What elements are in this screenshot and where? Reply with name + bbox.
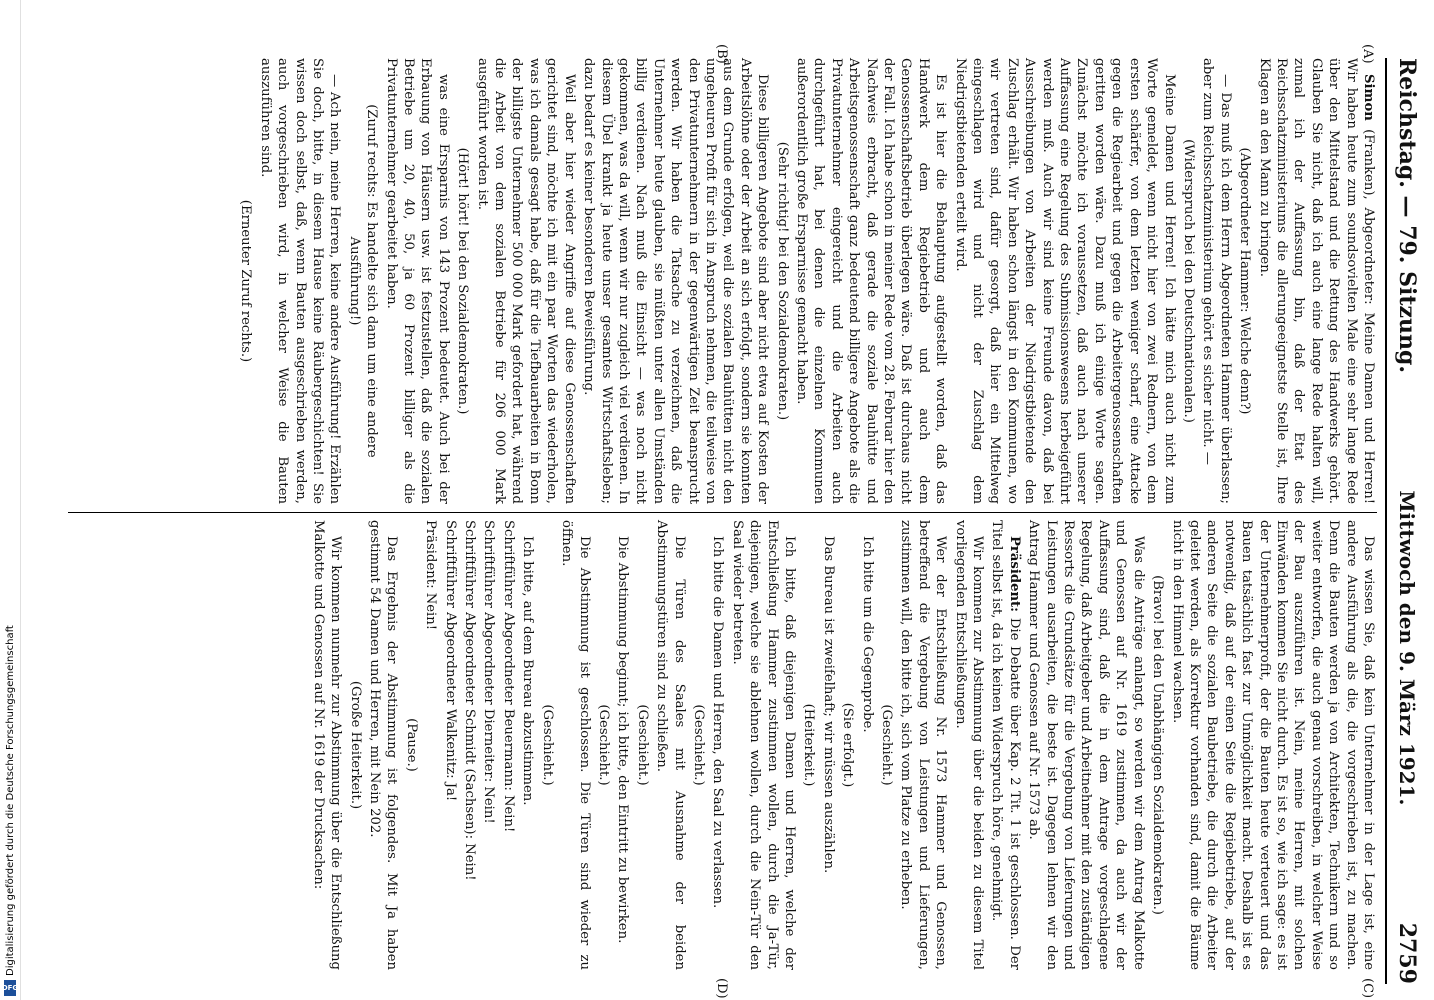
paragraph: (Hört! hört! bei den Sozialdemokraten.) [455,147,471,415]
page-number: 2759 [1394,922,1420,984]
paragraph: (Geschieht.) [539,704,555,786]
margin-letter-a: (A) [1360,44,1375,64]
paragraph: Schriftführer Abgeordneter Schmidt (Sachsen): Nein! [462,520,478,881]
paragraph [580,58,771,504]
header-left: Reichstag. — 79. Sitzung. [1394,58,1420,374]
paragraph-text: Das Ergebnis der Abstimmung ist folgendes. Mit Ja haben gestimmt 54 Damen und Herren, mit Nein 202. [367,520,400,970]
paragraph-text: Das Bureau ist zweifelhaft; wir müssen auszählen. [820,536,836,874]
paragraph-text: Wir kommen zur Abstimmung über die beiden zu diesem Titel vorliegenden Entschließungen. [952,520,986,970]
paragraph-text: Meine Damen und Herren! Ich hätte mich auch nicht zum Worte gemeldet, wenn nicht hier von zwei Rednern, von dem ersten schärfer, von dem letzten weniger scharf, eine Attacke gegen die Regiearbeit und gegen die Arbeitergenossenschaften geritten worden wäre. Dazu muß ich einige Worte sagen. Zunächst möchte ich voraussetzen, daß auch nach unserer Auffassung eine Regelung des Submissionswesens herbeigeführt werden muß. Auch wir sind keine Freunde davon, daß bei Ausschreibungen von Arbeiten der Niedrigstbietende den Zuschlag erhält. Wir haben schon längst in den Kommunen, wo wir vertreten sind, dafür gesorgt, daß hier ein Mittelweg eingeschlagen wird und nicht der Zuschlag dem Niedrigstbietenden erteilt wird. [952,58,1177,504]
paragraph [728,520,798,970]
paragraph-text: — Das muß ich dem Herrn Abgeordneten Hammer überlassen; aber zum Reichsschatzministerium gehört es sicher nicht. — [1200,58,1233,504]
paragraph: (Sie erfolgt.) [840,702,856,788]
paragraph: Präsident: Nein! [423,520,439,631]
paragraph: (Erneuter Zuruf rechts.) [238,199,254,363]
left-column [68,58,1377,504]
paragraph-text: Die Türen des Saales mit Ausnahme der beiden Abstimmungstüren sind zu schließen. [654,520,687,970]
speaker-name: Präsident: [1006,536,1022,618]
paragraph [1255,58,1377,504]
paragraph [519,520,536,970]
paragraph [256,58,343,504]
sidebar-strip [0,0,21,1000]
paragraph [793,58,950,504]
paragraph-text: Das wissen Sie, daß kein Unternehmer in der Lage ist, eine andere Ausführung als die, die vorgeschrieben ist, zu machen. Denn die Bauten werden ja von Architekten, Technikern und so weiter entworfen, die auch genau vorschreiben, in welcher Weise der Bau auszuführen ist. Nein, meine Herren, mit solchen Einwänden kommen Sie nicht durch. Es ist so, wie ich sage: es ist der Unternehmerprofit, der die Bauten heute verteuert und das Bauen tatsächlich fast zur Unmöglichkeit macht. Deshalb ist es notwendig, daß auf der einen Seite die Regiebetriebe, auf der anderen Seite die sozialen Baubetriebe, die durch die Arbeiter geleitet werden, als Korrektur vorhanden sind, damit die Bäume nicht in den Himmel wachsen. [1169,520,1376,970]
paragraph-text: — Ach nein, meine Herren, keine andere Ausführung! Erzählen Sie doch, bitte, in diesem Hause keine Räubergeschichten! Sie wissen doch selbst, daß, wenn Bauten ausgeschrieben werden, auch vorgeschrieben wird, in welcher Weise die Bauten auszuführen sind. [257,58,343,504]
paragraph: (Widerspruch bei den Deutschnationalen.) [1180,139,1196,423]
column-divider [68,512,1377,513]
paragraph [309,520,344,970]
paragraph: (Geschieht.) [879,704,895,786]
paragraph: (Abgeordneter Hammer: Welche denn?) [1237,147,1253,415]
paragraph-text: Ich bitte, auf dem Bureau abzustimmen. [520,536,536,806]
dfg-logo: DFG [4,980,16,996]
paragraph [819,520,836,970]
paragraph-text: (Franken), Abgeordneter: Meine Damen und Herren! Wir haben heute zum soundsovielten Male eine sehr lange Rede über den Mittelstand und die Rettung des Handwerks gehört. Glauben Sie nicht, daß ich auch eine lange Rede halten will, zumal ich der Auffassung bin, daß der Etat des Reichsschatzministeriums die allerungeeignetste Stelle ist, Ihre Klagen an den Mann zu bringen. [1256,58,1376,504]
paragraph: Schriftführer Abgeordneter Dierneiter: Nein! [481,520,497,824]
paragraph-text: Ich bitte, daß diejenigen Damen und Herren, welche der Entschließung Hammer zustimmen wollen, durch die Ja-Tür, diejenigen, welche sie ablehnen wollen, durch die Nein-Tür den Saal wieder betreten. [729,520,797,970]
paragraph-text: Es ist hier die Behauptung aufgestellt worden, daß das Handwerk dem Regiebetrieb und auch dem Genossenschaftsbetrieb überlegen wäre. Daß ist durchaus nicht der Fall. Ich habe schon in meiner Rede vom 28. Februar hier den Nachweis erbracht, daß gerade die soziale Bauhütte und Arbeitsgenossenschaft ganz bedeutend billigere Angebote als die Privatunternehmer eingereicht und die Arbeiten auch durchgeführt hat, bei denen die einzelnen Kommunen außerordentlich große Ersparnisse gemacht haben. [794,58,949,504]
paragraph-text: Die Debatte über Kap. 2 Tit. 1 ist geschlossen. Der Titel selbst ist, da ich keinen Widerspruch höre, genehmigt. [989,520,1022,970]
margin-letter-d: (D) [714,978,729,999]
margin-letter-b: (B) [714,44,729,64]
paragraph: (Geschieht.) [595,704,611,786]
paragraph [951,58,1177,504]
header-center: Mittwoch den 9. März 1921. [1395,490,1419,806]
paragraph [614,520,631,970]
paragraph [1168,520,1377,970]
paragraph-text: was eine Ersparnis von 143 Prozent bedeutet. Auch bei der Erbauung von Häusern usw. ist festzustellen, daß die sozialen Betriebe um 20, 40, 50, ja 60 Prozent billiger als die Privatunternehmer gearbeitet haben. [383,58,451,504]
scanned-page [40,0,1434,1000]
paragraph [473,58,577,504]
paragraph [558,520,593,970]
paragraph-text: Diese billigeren Angebote sind aber nicht etwa auf Kosten der Arbeitslöhne oder der Arbeit an sich erfolgt, sondern sie konnten aus dem Grunde erfolgen, weil die sozialen Bauhütten nicht den ungeheuren Profit für sich in Anspruch nehmen, die teilweise von den Privatunternehmern in der gegenwärtigen Zeit beansprucht werden. Wir haben die Tatsache zu verzeichnen, daß die Unternehmer heute glauben, sie müßten unter allen Umständen billig verdienen. Nach muß die Einsicht — was noch nicht gekommen, was da will, wenn wir nur zugleich viel verdienen. In diesem Übel krankt ja heute unser gesamtes Wirtschaftsleben; dazu bedarf es keiner besonderen Beweisführung. [581,58,771,504]
dfg-caption: Digitalisierung gefördert durch die Deutsche Forschungsgemeinschaft [5,625,16,976]
paragraph: (Bravo! bei den Unabhängigen Sozialdemokraten.) [1150,575,1166,915]
paragraph [858,520,875,970]
paragraph-text: Wir kommen nunmehr zur Abstimmung über die Entschließung Malkotte und Genossen auf Nr. 1619 der Drucksachen: [310,520,344,970]
paragraph: Schriftführer Abgeordneter Beuermann: Nein! [500,520,516,833]
paragraph: Schriftführer Abgeordneter Walkenitz: Ja! [442,520,458,802]
paragraph [382,58,452,504]
paragraph: (Geschieht.) [690,704,706,786]
paragraph: (Heiterkeit.) [801,703,817,787]
paragraph-text: Die Abstimmung beginnt; ich bitte, den Eintritt zu bewirken. [615,536,631,944]
paragraph: (Große Heiterkeit.) [347,680,363,810]
paragraph: (Pause.) [403,718,419,772]
paragraph-text: Weil aber hier wieder Angriffe auf diese Genossenschaften gerichtet sind, möchte ich mit ein paar Worten das wiederholen, was ich damals gesagt habe, daß für die Tiefbauarbeiten in Bonn der billigste Unternehmer 500 000 Mark gefordert hat, während die Arbeit von dem sozialen Betriebe für 206 000 Mark ausgeführt worden ist. [474,58,577,504]
paragraph [897,520,949,970]
paragraph-text: Ich bitte die Damen und Herren, den Saal zu verlassen. [710,536,726,909]
paragraph-text: Wer der Entschließung Nr. 1573 Hammer und Genossen, betreffend die Vergebung von Leistungen und Lieferungen, zustimmen will, den bitte ich, sich vom Platze zu erheben. [898,520,949,970]
paragraph [1199,58,1234,504]
page-header [1385,58,1427,984]
paragraph [1025,520,1147,970]
paragraph [366,520,401,970]
paragraph [709,520,726,970]
paragraph [653,520,688,970]
paragraph-text: Was die Anträge anlangt, so werden wir dem Antrag Malkotte und Genossen auf Nr. 1619 zustimmen, da auch wir der Auffassung sind, daß die in dem Antrage vorgeschlagene Regelung, daß Arbeitgeber und Arbeitnehmer mit den zuständigen Ressorts die Grundsätze für die Vergebung von Lieferungen und Leistungen ausarbeiten, die beste ist. Dagegen lehnen wir den Antrag Hammer und Genossen auf Nr. 1573 ab. [1026,520,1146,970]
page-rotated-content [40,0,1434,1000]
right-column [68,520,1377,970]
paragraph: (Sehr richtig! bei den Sozialdemokraten.) [774,141,790,421]
speaker-name: Simon [1361,74,1376,130]
paragraph [988,520,1023,970]
paragraph-text: Ich bitte um die Gegenprobe. [859,536,875,733]
paragraph: (Geschieht.) [634,704,650,786]
paragraph-text: Die Abstimmung ist geschlossen. Die Türen sind wieder zu öffnen. [559,520,592,970]
paragraph [951,520,986,970]
margin-letter-c: (C) [1360,978,1375,999]
paragraph: (Zuruf rechts: Es handelte sich dann um eine andere Ausführung!) [346,104,380,458]
